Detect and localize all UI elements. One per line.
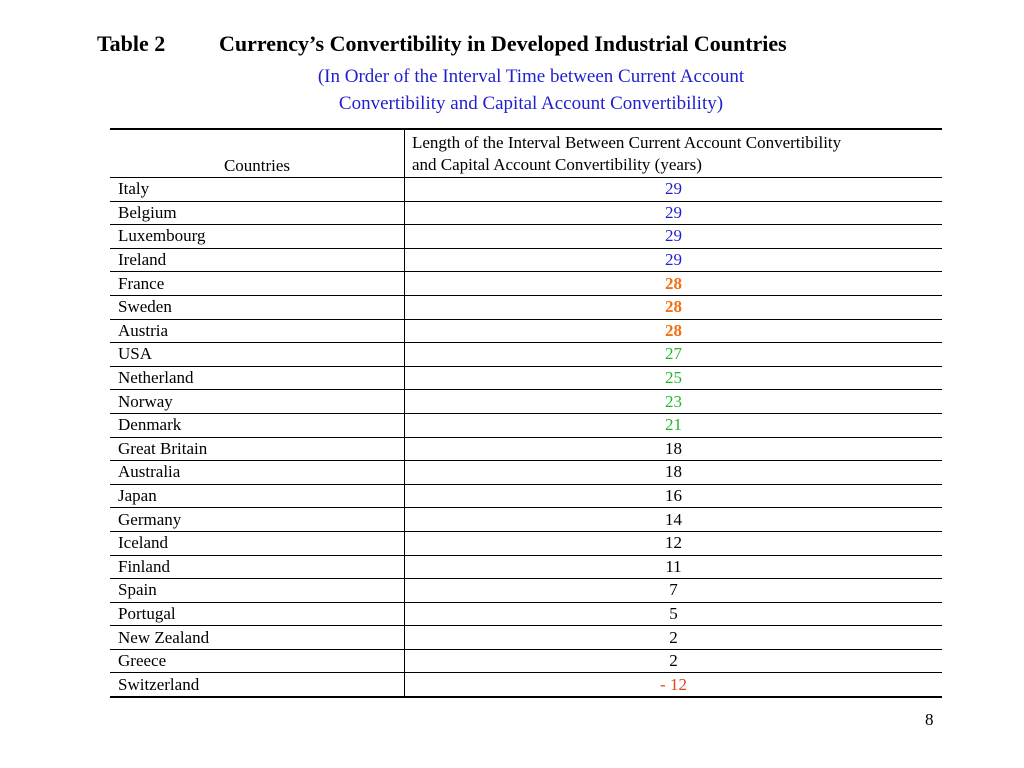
table-subtitle	[0, 63, 1024, 117]
table-row	[110, 295, 942, 319]
interval-cell: 28	[405, 319, 943, 343]
interval-cell: 18	[405, 437, 943, 461]
subtitle-line-2: Convertibility and Capital Account Convertibility)	[338, 93, 724, 114]
interval-cell: 25	[405, 366, 943, 390]
country-cell: Greece	[110, 649, 405, 673]
interval-cell: - 12	[405, 673, 943, 697]
country-cell: Norway	[110, 390, 405, 414]
country-cell: Italy	[110, 178, 405, 202]
interval-cell: 21	[405, 413, 943, 437]
table-row	[110, 508, 942, 532]
table-body	[110, 178, 942, 698]
interval-cell: 16	[405, 484, 943, 508]
header-interval-line-2: and Capital Account Convertibility (years)	[412, 155, 702, 174]
interval-cell: 11	[405, 555, 943, 579]
interval-cell: 2	[405, 626, 943, 650]
interval-cell: 5	[405, 602, 943, 626]
table-row	[110, 319, 942, 343]
country-cell: Portugal	[110, 602, 405, 626]
convertibility-table	[110, 128, 942, 698]
country-cell: Australia	[110, 461, 405, 485]
table-header-row	[110, 129, 942, 178]
table-title-text: Currency’s Convertibility in Developed Industrial Countries	[219, 31, 787, 56]
table-row	[110, 366, 942, 390]
table-row	[110, 225, 942, 249]
table-row	[110, 484, 942, 508]
table-row	[110, 579, 942, 603]
table-row	[110, 343, 942, 367]
country-cell: Austria	[110, 319, 405, 343]
country-cell: Switzerland	[110, 673, 405, 697]
country-cell: Denmark	[110, 413, 405, 437]
country-cell: Luxembourg	[110, 225, 405, 249]
table-row	[110, 201, 942, 225]
page-number: 8	[925, 710, 934, 729]
interval-cell: 29	[405, 248, 943, 272]
table-row	[110, 555, 942, 579]
interval-cell: 29	[405, 225, 943, 249]
interval-cell: 2	[405, 649, 943, 673]
header-interval	[405, 129, 943, 178]
table-row	[110, 602, 942, 626]
header-countries: Countries	[110, 129, 405, 178]
table-row	[110, 248, 942, 272]
table-row	[110, 649, 942, 673]
table-row	[110, 531, 942, 555]
interval-cell: 28	[405, 272, 943, 296]
country-cell: Iceland	[110, 531, 405, 555]
table-row	[110, 390, 942, 414]
table-row	[110, 626, 942, 650]
country-cell: Belgium	[110, 201, 405, 225]
interval-cell: 23	[405, 390, 943, 414]
interval-cell: 27	[405, 343, 943, 367]
interval-cell: 29	[405, 178, 943, 202]
country-cell: France	[110, 272, 405, 296]
country-cell: Ireland	[110, 248, 405, 272]
country-cell: Japan	[110, 484, 405, 508]
country-cell: New Zealand	[110, 626, 405, 650]
interval-cell: 12	[405, 531, 943, 555]
table-title	[97, 31, 787, 57]
country-cell: Finland	[110, 555, 405, 579]
table-row	[110, 178, 942, 202]
country-cell: USA	[110, 343, 405, 367]
country-cell: Netherland	[110, 366, 405, 390]
table-row	[110, 413, 942, 437]
country-cell: Spain	[110, 579, 405, 603]
table-row	[110, 272, 942, 296]
table-row	[110, 461, 942, 485]
table-row	[110, 437, 942, 461]
table-row	[110, 673, 942, 697]
country-cell: Germany	[110, 508, 405, 532]
interval-cell: 7	[405, 579, 943, 603]
country-cell: Great Britain	[110, 437, 405, 461]
table-number-label: Table 2	[97, 31, 166, 56]
header-interval-line-1: Length of the Interval Between Current Account Convertibility	[412, 133, 842, 152]
interval-cell: 28	[405, 295, 943, 319]
subtitle-line-1: (In Order of the Interval Time between Current Account	[317, 66, 745, 87]
country-cell: Sweden	[110, 295, 405, 319]
interval-cell: 18	[405, 461, 943, 485]
interval-cell: 14	[405, 508, 943, 532]
interval-cell: 29	[405, 201, 943, 225]
